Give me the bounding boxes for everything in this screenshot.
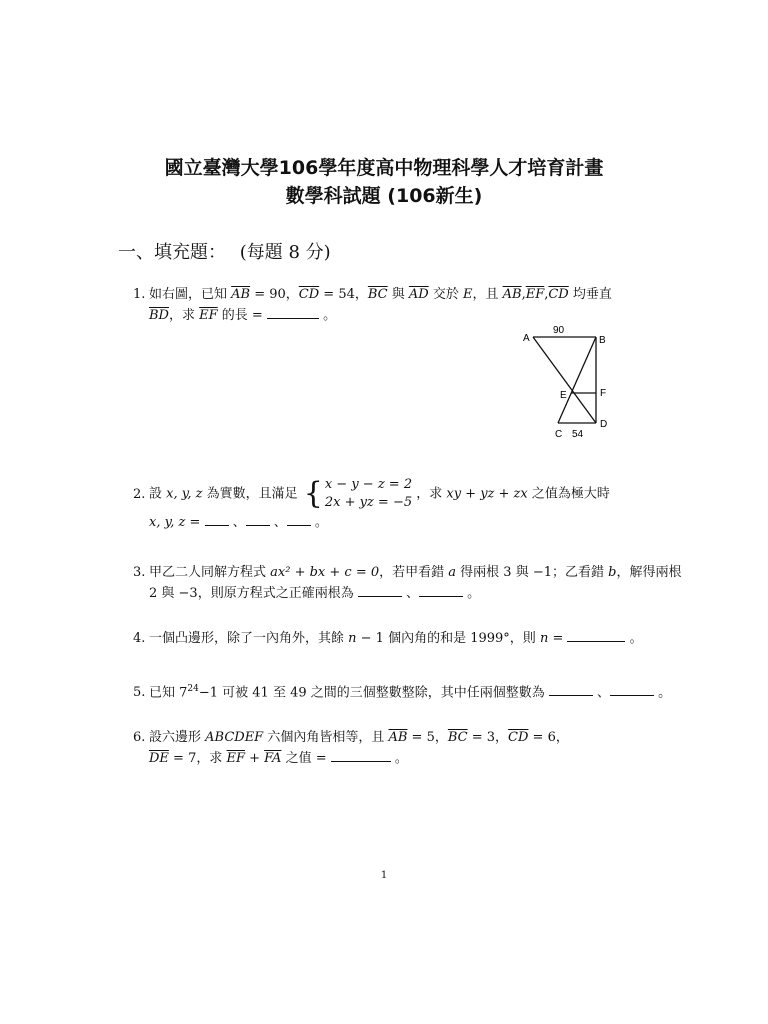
question-2-line-2: x, y, z = 、 、 。 — [133, 512, 610, 533]
segment-de: $\overline{DE}$ — [149, 751, 169, 766]
segment-ad-line — [533, 337, 596, 423]
question-number: 1. — [133, 287, 146, 302]
title-line-1: 國立臺灣大學106學年度高中物理科學人才培育計畫 — [164, 157, 604, 179]
question-4 — [133, 628, 643, 649]
section-title: 一、填充題： — [118, 242, 226, 263]
variables: x, y, z — [149, 515, 186, 530]
label-d: D — [600, 419, 608, 430]
answer-blank[interactable] — [267, 305, 319, 319]
question-3-line-1: 3. 甲乙二人同解方程式 ax² + bx + c = 0，若甲看錯 a 得兩根 3 與 −1；乙看錯 b，解得兩根 — [133, 563, 681, 583]
score-note: (每題 8 分) — [239, 242, 331, 263]
answer-blank[interactable] — [567, 628, 625, 642]
answer-blank[interactable] — [419, 583, 463, 597]
label-f: F — [600, 388, 607, 399]
answer-blank[interactable] — [610, 682, 654, 696]
segment-ab: $\overline{AB}$ — [502, 287, 522, 302]
segment-ad: $\overline{AD}$ — [408, 287, 429, 302]
question-number: 2. — [133, 486, 146, 502]
equation-2: 2x + yz = −5 — [324, 495, 413, 510]
equation: ax² + bx + c = 0 — [270, 565, 380, 580]
point-e: E — [462, 287, 473, 302]
variables: x, y, z — [166, 486, 203, 502]
question-number: 4. — [133, 631, 146, 646]
label-90: 90 — [553, 325, 565, 336]
hexagon-name: ABCDEF — [205, 730, 264, 745]
question-3 — [133, 563, 681, 604]
page-number: 1 — [380, 870, 388, 881]
question-6 — [133, 728, 569, 769]
question-number: 6. — [133, 730, 146, 745]
label-54: 54 — [572, 429, 584, 440]
segment-ef: $\overline{EF}$ — [226, 751, 245, 766]
segment-ef: $\overline{EF}$ — [199, 308, 218, 323]
segment-cd: $\overline{CD}$ — [298, 287, 320, 302]
answer-blank[interactable] — [549, 682, 593, 696]
left-brace: { — [303, 476, 323, 511]
segment-bc: $\overline{BC}$ — [367, 287, 388, 302]
section-heading — [118, 238, 331, 264]
label-c: C — [555, 429, 563, 440]
segment-ab: $\overline{AB}$ — [388, 730, 408, 745]
question-number: 5. — [133, 685, 146, 701]
answer-blank[interactable] — [331, 748, 391, 762]
question-6-line-2: $\overline{DE} = 7$，求 $\overline{EF} + \overline{FA}$ 之值 = 。 — [133, 748, 569, 769]
question-2-line-1: 2. 設 x, y, z 為實數，且滿足 { x − y − z = 2 2x + yz = −5 ，求 xy + yz + zx 之值為極大時 — [133, 476, 610, 511]
question-1-line-2: $\overline{BD}$，求 $\overline{EF}$ 的長 = 。 — [133, 305, 612, 326]
label-a: A — [523, 333, 530, 344]
segment-cd: $\overline{CD}$ — [548, 287, 569, 302]
geometry-figure — [515, 320, 645, 445]
segment-bc: $\overline{BC}$ — [447, 730, 468, 745]
answer-blank[interactable] — [246, 512, 270, 526]
segment-bd: $\overline{BD}$ — [149, 308, 169, 323]
question-5 — [133, 679, 671, 703]
label-b: B — [599, 335, 606, 346]
label-e: E — [560, 390, 567, 401]
question-4-line-1: 4. 一個凸邊形，除了一內角外，其餘 n − 1 個內角的和是 1999°，則 n = 。 — [133, 628, 643, 649]
question-6-line-1: 6. 設六邊形 ABCDEF 六個內角皆相等，且 $\overline{AB} = 5$，$\overline{BC} = 3$，$\overline{CD} = 6$， — [133, 728, 569, 748]
answer-blank[interactable] — [205, 512, 229, 526]
question-1-line-1: 1. 如右圖，已知 $\overline{AB} = 90$，$\overline{CD} = 54$，$\overline{BC}$ 與 $\overline{AD}$ 交於 E，且 $\overline{AB},\overline{EF},\overline{CD}$ 均垂直 — [133, 285, 612, 305]
question-number: 3. — [133, 565, 146, 580]
answer-blank[interactable] — [358, 583, 402, 597]
segment-ef: $\overline{EF}$ — [525, 287, 545, 302]
title-line-2: 數學科試題 (106新生) — [285, 185, 483, 207]
answer-blank[interactable] — [287, 512, 311, 526]
equation-1: x − y − z = 2 — [324, 477, 413, 492]
segment-fa: $\overline{FA}$ — [264, 751, 282, 766]
exponent: 24 — [187, 684, 199, 694]
equation-system — [325, 476, 412, 512]
expression: xy + yz + zx — [446, 486, 528, 502]
question-5-line-1: 5. 已知 $7^{24}-1$ 可被 41 至 49 之間的三個整數整除，其中任兩個整數為 、 。 — [133, 679, 671, 703]
question-3-line-2: 2 與 −3，則原方程式之正確兩根為 、 。 — [133, 583, 681, 604]
question-2 — [133, 476, 610, 533]
segment-cd: $\overline{CD}$ — [508, 730, 529, 745]
segment-ab: $\overline{AB}$ — [231, 287, 251, 302]
